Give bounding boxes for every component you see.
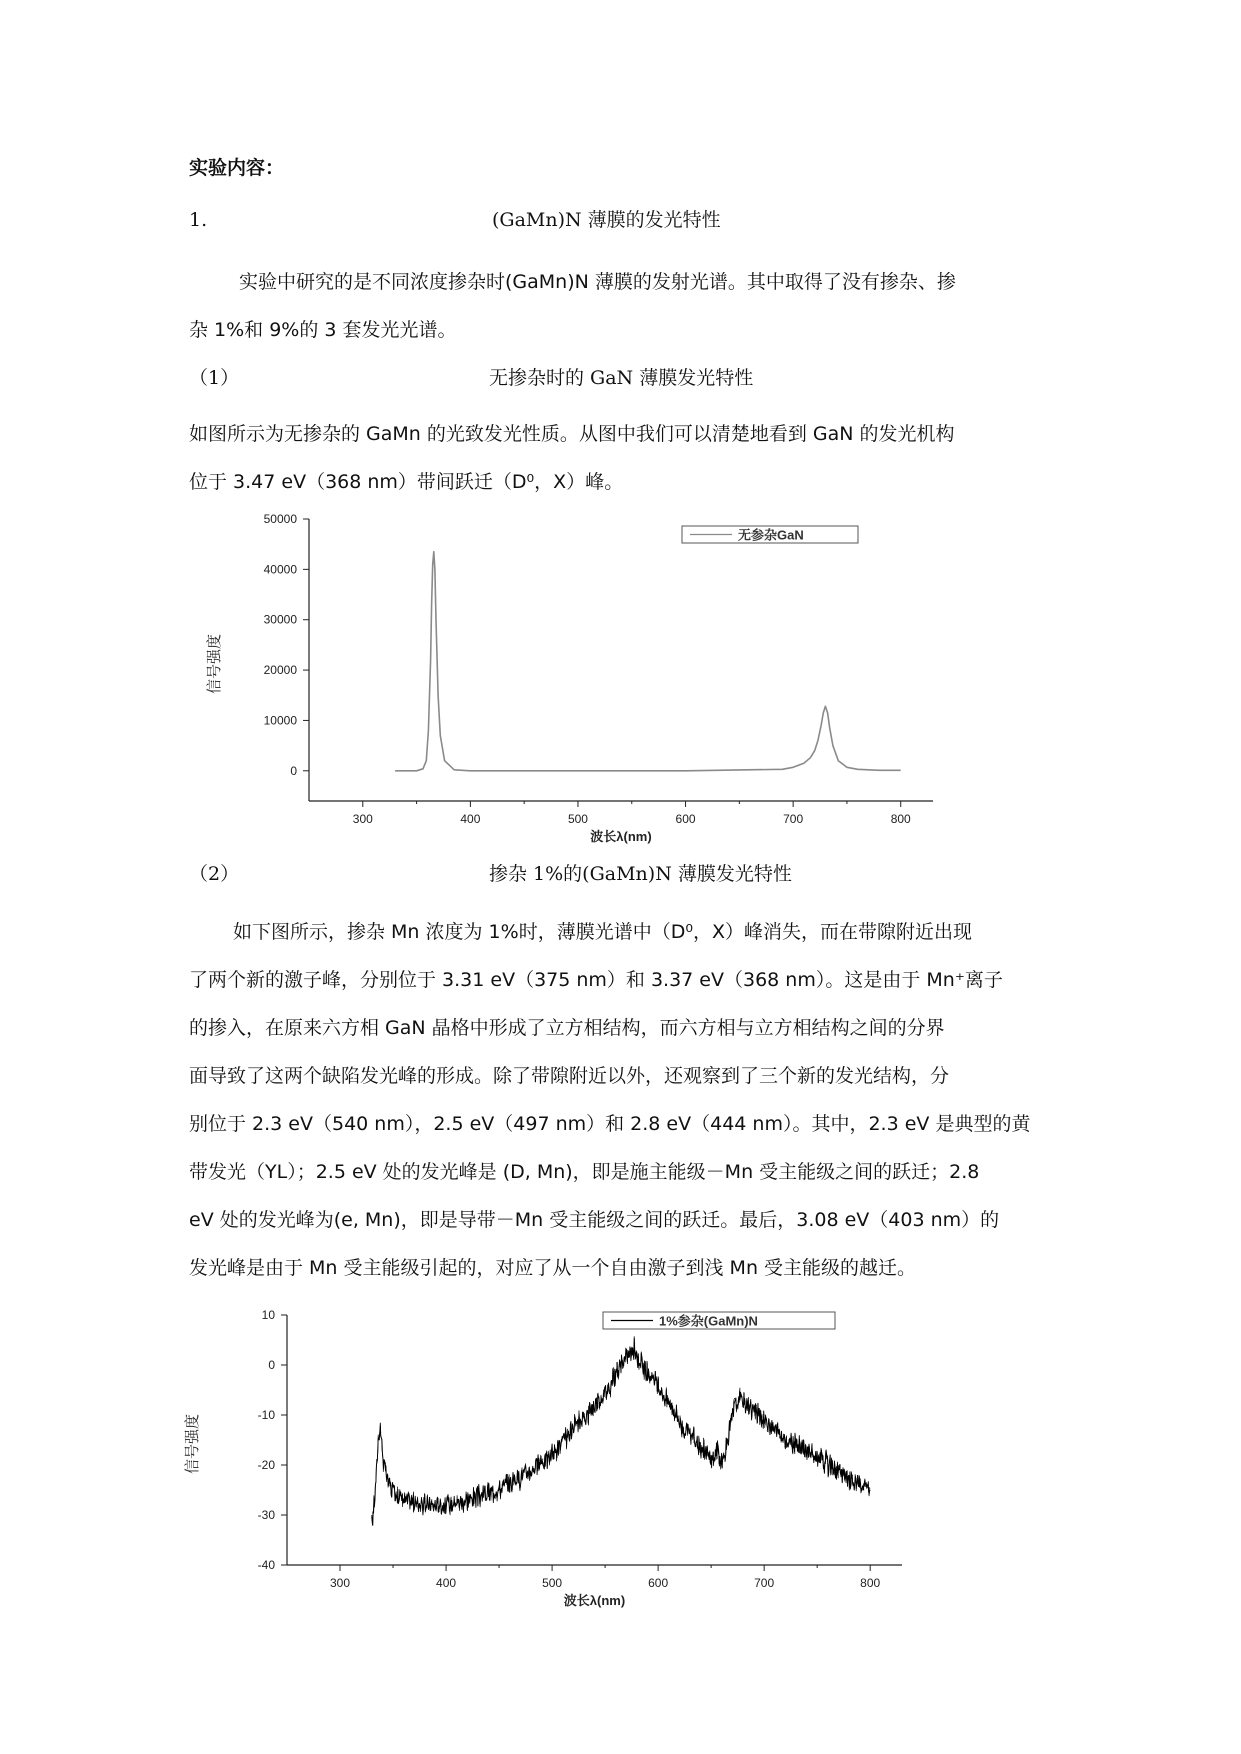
y-tick-label: 10000 <box>263 713 297 728</box>
x-tick-label: 600 <box>675 812 696 826</box>
subsection-number: （2） <box>189 863 240 885</box>
text-line: 的掺入，在原来六方相 GaN 晶格中形成了立方相结构，而六方相与立方相结构之间的分界 <box>189 1017 945 1039</box>
x-tick-label: 700 <box>754 1576 775 1590</box>
y-tick-label: 30000 <box>263 612 297 627</box>
subsection-number: （1） <box>189 367 240 389</box>
x-tick-label: 300 <box>330 1576 351 1590</box>
y-tick-label: 0 <box>268 1358 275 1372</box>
x-tick-label: 700 <box>783 812 804 826</box>
x-tick-label: 600 <box>648 1576 669 1590</box>
text-line: 位于 3.47 eV（368 nm）带间跃迁（D⁰，X）峰。 <box>189 471 624 493</box>
section-heading: 实验内容： <box>189 157 285 179</box>
section-number: 1. <box>189 209 208 231</box>
text-line: 如图所示为无掺杂的 GaMn 的光致发光性质。从图中我们可以清楚地看到 GaN 的发光机构 <box>189 423 955 445</box>
text-line: 了两个新的激子峰，分别位于 3.31 eV（375 nm）和 3.37 eV（368 nm）。这是由于 Mn⁺离子 <box>189 969 1003 991</box>
legend-label: 1%参杂(GaMn)N <box>659 1313 758 1329</box>
x-tick-label: 800 <box>860 1576 881 1590</box>
y-tick-label: 50000 <box>263 512 297 526</box>
y-tick-label: 0 <box>290 763 297 778</box>
text-line: 发光峰是由于 Mn 受主能级引起的，对应了从一个自由激子到浅 Mn 受主能级的越迁。 <box>189 1257 917 1279</box>
x-tick-label: 500 <box>542 1576 563 1590</box>
text-line: 别位于 2.3 eV（540 nm），2.5 eV（497 nm）和 2.8 eV（444 nm）。其中，2.3 eV 是典型的黄 <box>189 1113 1031 1135</box>
x-tick-label: 500 <box>567 812 588 826</box>
y-tick-label: -40 <box>257 1558 275 1572</box>
x-tick-label: 300 <box>352 812 373 826</box>
x-axis-label: 波长λ(nm) <box>590 829 652 844</box>
subsection-title: 掺杂 1%的(GaMn)N 薄膜发光特性 <box>489 863 792 885</box>
y-tick-label: -10 <box>257 1408 275 1422</box>
text-line: eV 处的发光峰为(e, Mn)，即是导带－Mn 受主能级之间的跃迁。最后，3.08 eV（403 nm）的 <box>189 1209 1000 1231</box>
text-line: 杂 1%和 9%的 3 套发光光谱。 <box>189 319 457 341</box>
x-tick-label: 400 <box>436 1576 457 1590</box>
y-tick-label: 40000 <box>263 562 297 577</box>
x-tick-label: 400 <box>460 812 481 826</box>
subsection-title: 无掺杂时的 GaN 薄膜发光特性 <box>489 367 754 389</box>
y-tick-label: 20000 <box>263 663 297 678</box>
series-line-noise <box>372 1336 870 1525</box>
x-tick-label: 800 <box>890 812 911 826</box>
y-axis-label: 信号强度 <box>184 1413 201 1475</box>
y-tick-label: -20 <box>257 1458 275 1472</box>
legend-label: 无参杂GaN <box>738 527 804 543</box>
y-tick-label: -30 <box>257 1508 275 1522</box>
text-line: 如下图所示，掺杂 Mn 浓度为 1%时，薄膜光谱中（D⁰，X）峰消失，而在带隙附近出现 <box>233 921 972 943</box>
text-line: 实验中研究的是不同浓度掺杂时(GaMn)N 薄膜的发射光谱。其中取得了没有掺杂、掺 <box>239 271 956 293</box>
section-title: (GaMn)N 薄膜的发光特性 <box>492 209 721 231</box>
text-line: 带发光（YL）；2.5 eV 处的发光峰是 (D, Mn)，即是施主能级－Mn 受主能级之间的跃迁；2.8 <box>189 1161 980 1183</box>
text-line: 面导致了这两个缺陷发光峰的形成。除了带隙附近以外，还观察到了三个新的发光结构，分 <box>189 1065 950 1087</box>
x-axis-label: 波长λ(nm) <box>563 1593 626 1608</box>
y-tick-label: 10 <box>261 1308 275 1322</box>
y-axis-label: 信号强度 <box>206 633 223 695</box>
